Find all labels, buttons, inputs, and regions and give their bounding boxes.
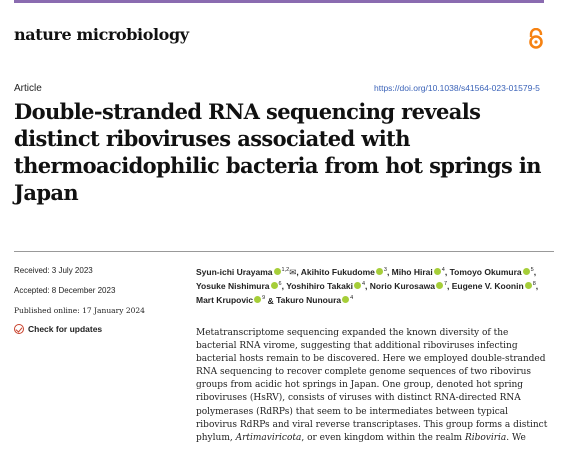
author-separator: , bbox=[447, 281, 452, 292]
accepted-date: Accepted: 8 December 2023 bbox=[14, 286, 116, 295]
author-name-text: Norio Kurosawa bbox=[369, 281, 435, 292]
doi-link[interactable]: https://doi.org/10.1038/s41564-023-01579-5 bbox=[374, 83, 540, 93]
author-name[interactable] bbox=[392, 267, 445, 277]
author-separator: , bbox=[533, 266, 537, 277]
orcid-icon[interactable] bbox=[354, 282, 361, 289]
affiliation-number: 8 bbox=[532, 281, 536, 288]
article-type-label: Article bbox=[14, 83, 42, 94]
author-name[interactable] bbox=[196, 267, 296, 277]
author-name[interactable] bbox=[449, 266, 537, 277]
affiliation-number: 5 bbox=[530, 267, 534, 273]
author-separator: , bbox=[365, 281, 370, 292]
author-name[interactable] bbox=[286, 281, 365, 291]
email-icon[interactable]: ✉ bbox=[289, 266, 297, 277]
affiliation-number: 4 bbox=[361, 281, 366, 288]
affiliation-number: 1,2 bbox=[281, 267, 290, 273]
affiliation-number: 3 bbox=[383, 267, 387, 273]
received-date: Received: 3 July 2023 bbox=[14, 266, 93, 275]
author-name-text: Yosuke Nishimura bbox=[196, 281, 270, 292]
author-list bbox=[196, 264, 556, 307]
author-name[interactable] bbox=[196, 281, 282, 291]
check-for-updates-label: Check for updates bbox=[28, 324, 103, 334]
author-name[interactable] bbox=[196, 295, 265, 305]
affiliation-number: 4 bbox=[441, 267, 445, 273]
orcid-icon[interactable] bbox=[271, 282, 278, 289]
author-name-text: Tomoyo Okumura bbox=[449, 266, 522, 277]
author-name[interactable] bbox=[370, 281, 447, 291]
author-separator: , bbox=[386, 266, 392, 277]
header-divider bbox=[14, 251, 554, 252]
orcid-icon[interactable] bbox=[254, 296, 261, 303]
open-access-icon[interactable] bbox=[527, 28, 545, 50]
phylum-name: Artimaviricota bbox=[235, 432, 302, 443]
journal-accent-bar bbox=[14, 0, 544, 3]
author-name[interactable] bbox=[451, 281, 539, 292]
check-for-updates-button[interactable] bbox=[14, 324, 102, 334]
author-name-text: Miho Hirai bbox=[391, 266, 433, 277]
published-date: Published online: 17 January 2024 bbox=[14, 306, 145, 315]
author-separator: , bbox=[281, 281, 287, 292]
affiliation-number: 6 bbox=[278, 281, 282, 288]
author-separator: , bbox=[444, 266, 450, 277]
author-separator: & bbox=[265, 295, 277, 306]
orcid-icon[interactable] bbox=[342, 296, 349, 303]
realm-name: Riboviria bbox=[464, 432, 507, 443]
orcid-icon[interactable] bbox=[523, 268, 530, 275]
orcid-icon[interactable] bbox=[376, 268, 383, 275]
author-name-text: Takuro Nunoura bbox=[276, 295, 342, 306]
author-name-text: Akihito Fukudome bbox=[300, 266, 375, 277]
abstract bbox=[196, 327, 550, 445]
orcid-icon[interactable] bbox=[274, 268, 281, 275]
orcid-icon[interactable] bbox=[436, 282, 443, 289]
orcid-icon[interactable] bbox=[525, 282, 532, 289]
author-separator: , bbox=[535, 281, 539, 292]
journal-name[interactable]: nature microbiology bbox=[14, 25, 189, 44]
author-name-text: Yoshihiro Takaki bbox=[286, 281, 353, 292]
abstract-text-2: , or even kingdom within the realm bbox=[301, 432, 465, 443]
author-name[interactable] bbox=[276, 295, 353, 305]
abstract-text-3: . We bbox=[506, 432, 526, 443]
orcid-icon[interactable] bbox=[434, 268, 441, 275]
article-title: Double-stranded RNA sequencing reveals distinct riboviruses associated with thermoacidophilic bacteria from hot springs in Japan bbox=[14, 99, 541, 205]
author-name-text: Mart Krupovic bbox=[196, 295, 254, 306]
abstract-text: Metatranscriptome sequencing expanded the known diversity of the bacterial RNA virome, suggesting that additional riboviruses infecting bacterial hosts remain to be discovered. Here we employed double-stranded RNA sequencing to recover complete genome sequences of two ribovirus groups from acidic hot springs in Japan. One group, denoted hot spring riboviruses (HsRV), consists of viruses with distinct RNA-directed RNA polymerases (RdRPs) that seem to be intermediates between typical ribovirus RdRPs and viral reverse transcriptases. This group forms a distinct phylum, bbox=[196, 328, 548, 443]
affiliation-number: 7 bbox=[443, 281, 447, 288]
author-name[interactable] bbox=[301, 267, 387, 277]
author-separator: , bbox=[296, 266, 301, 277]
check-updates-icon bbox=[14, 324, 24, 334]
author-name-text: Eugene V. Koonin bbox=[451, 281, 524, 292]
author-name-text: Syun-ichi Urayama bbox=[196, 266, 273, 277]
affiliation-number: 4 bbox=[350, 295, 354, 302]
affiliation-number: 9 bbox=[262, 295, 266, 302]
